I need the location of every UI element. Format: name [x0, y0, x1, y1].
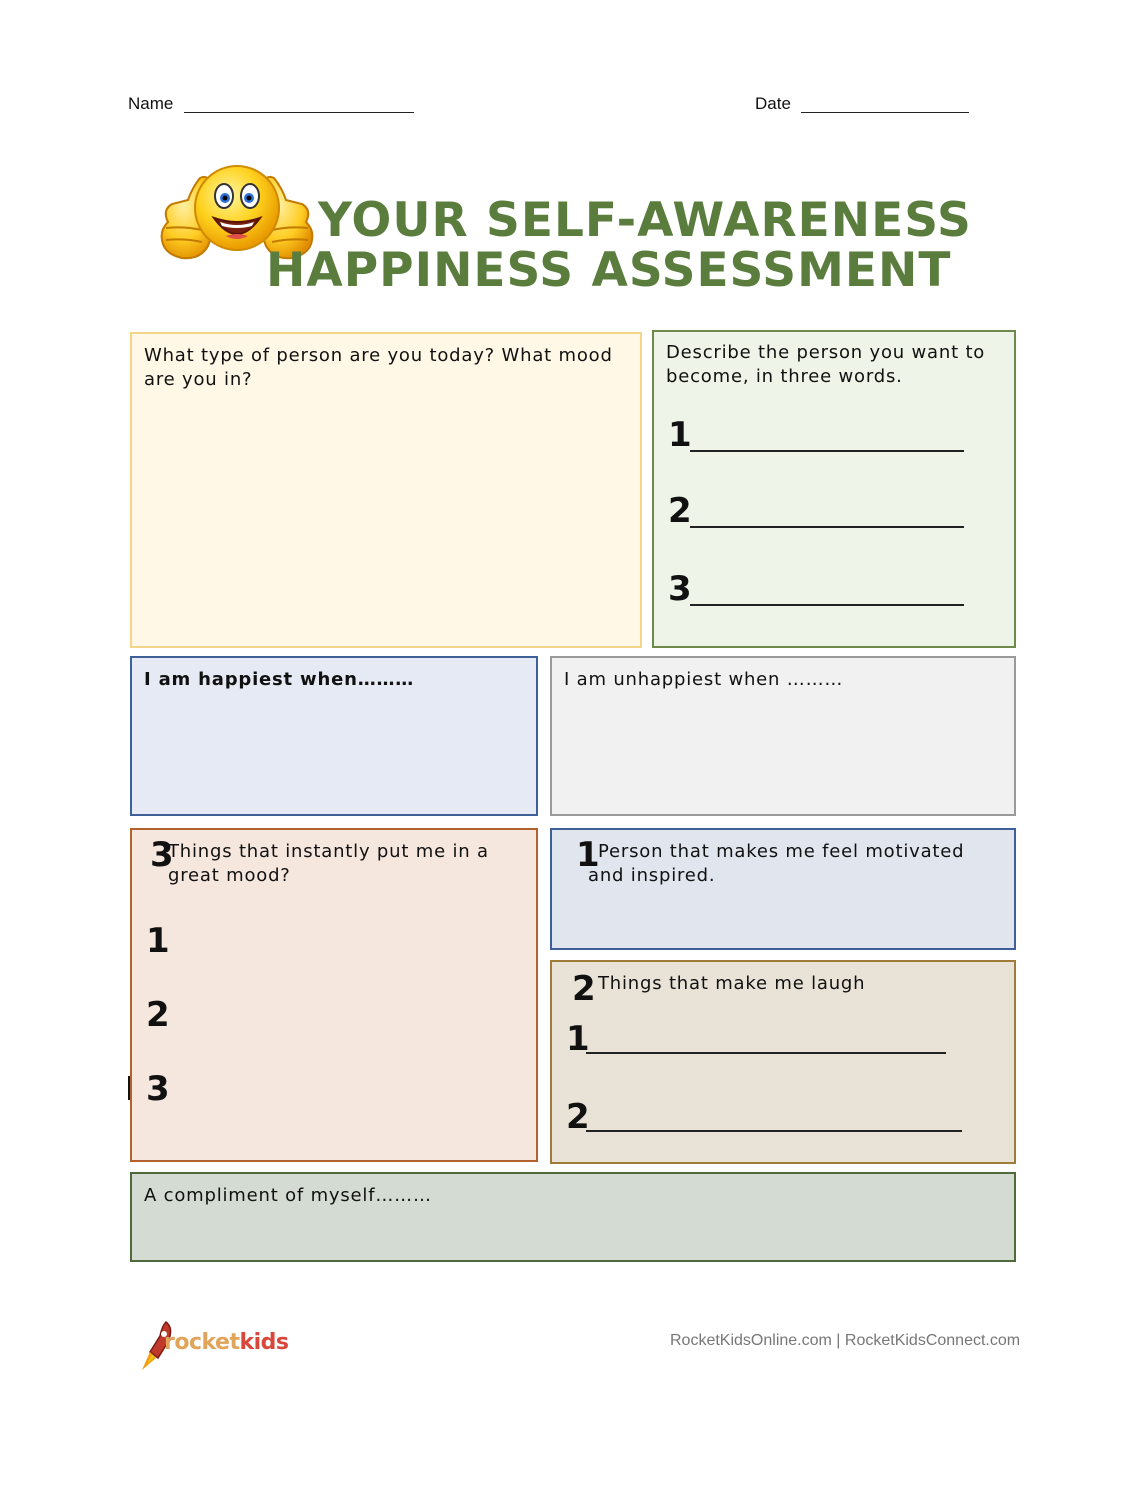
logo-text-kids: kids [239, 1330, 289, 1355]
motivated-count: 1 [576, 835, 600, 875]
great-mood-count: 3 [150, 835, 174, 875]
text-cursor-mark [128, 1076, 130, 1100]
great-mood-number-2: 2 [146, 995, 170, 1035]
become-blank-2[interactable] [690, 526, 964, 528]
great-mood-box[interactable] [130, 828, 538, 1162]
laugh-box[interactable] [550, 960, 1016, 1164]
title-line-1: YOUR SELF-AWARENESS [318, 193, 972, 248]
great-mood-prompt: Things that instantly put me in a great mood? [168, 841, 489, 886]
date-blank[interactable] [801, 112, 969, 113]
footer-sites[interactable]: RocketKidsOnline.com | RocketKidsConnect.com [670, 1332, 1021, 1349]
rocketkids-logo [138, 1318, 298, 1374]
motivated-prompt: Person that makes me feel motivated and inspired. [588, 841, 965, 886]
date-label: Date [755, 94, 791, 113]
compliment-box[interactable] [130, 1172, 1016, 1262]
laugh-number-2: 2 [566, 1097, 590, 1137]
name-label: Name [128, 94, 174, 113]
today-box[interactable] [130, 332, 642, 648]
laugh-prompt: Things that make me laugh [598, 973, 866, 994]
become-prompt: Describe the person you want to become, in three words. [666, 342, 986, 387]
become-blank-1[interactable] [690, 450, 964, 452]
great-mood-number-1: 1 [146, 921, 170, 961]
laugh-count: 2 [572, 969, 596, 1009]
unhappiest-prompt: I am unhappiest when ……… [564, 669, 844, 690]
happiest-box[interactable] [130, 656, 538, 816]
unhappiest-box[interactable] [550, 656, 1016, 816]
become-number-2: 2 [668, 491, 692, 531]
happiest-prompt: I am happiest when……… [144, 669, 415, 690]
become-blank-3[interactable] [690, 604, 964, 606]
name-blank[interactable] [184, 112, 414, 113]
become-number-3: 3 [668, 569, 692, 609]
laugh-number-1: 1 [566, 1019, 590, 1059]
today-prompt: What type of person are you today? What mood are you in? [144, 345, 613, 390]
great-mood-number-3: 3 [146, 1069, 170, 1109]
compliment-prompt: A compliment of myself……… [144, 1185, 432, 1206]
logo-text-rocket: rocket [164, 1330, 240, 1355]
motivated-box[interactable] [550, 828, 1016, 950]
laugh-blank-2[interactable] [586, 1130, 962, 1132]
laugh-blank-1[interactable] [586, 1052, 946, 1054]
title-line-2: HAPPINESS ASSESSMENT [266, 243, 952, 298]
become-number-1: 1 [668, 415, 692, 455]
become-box[interactable] [652, 330, 1016, 648]
